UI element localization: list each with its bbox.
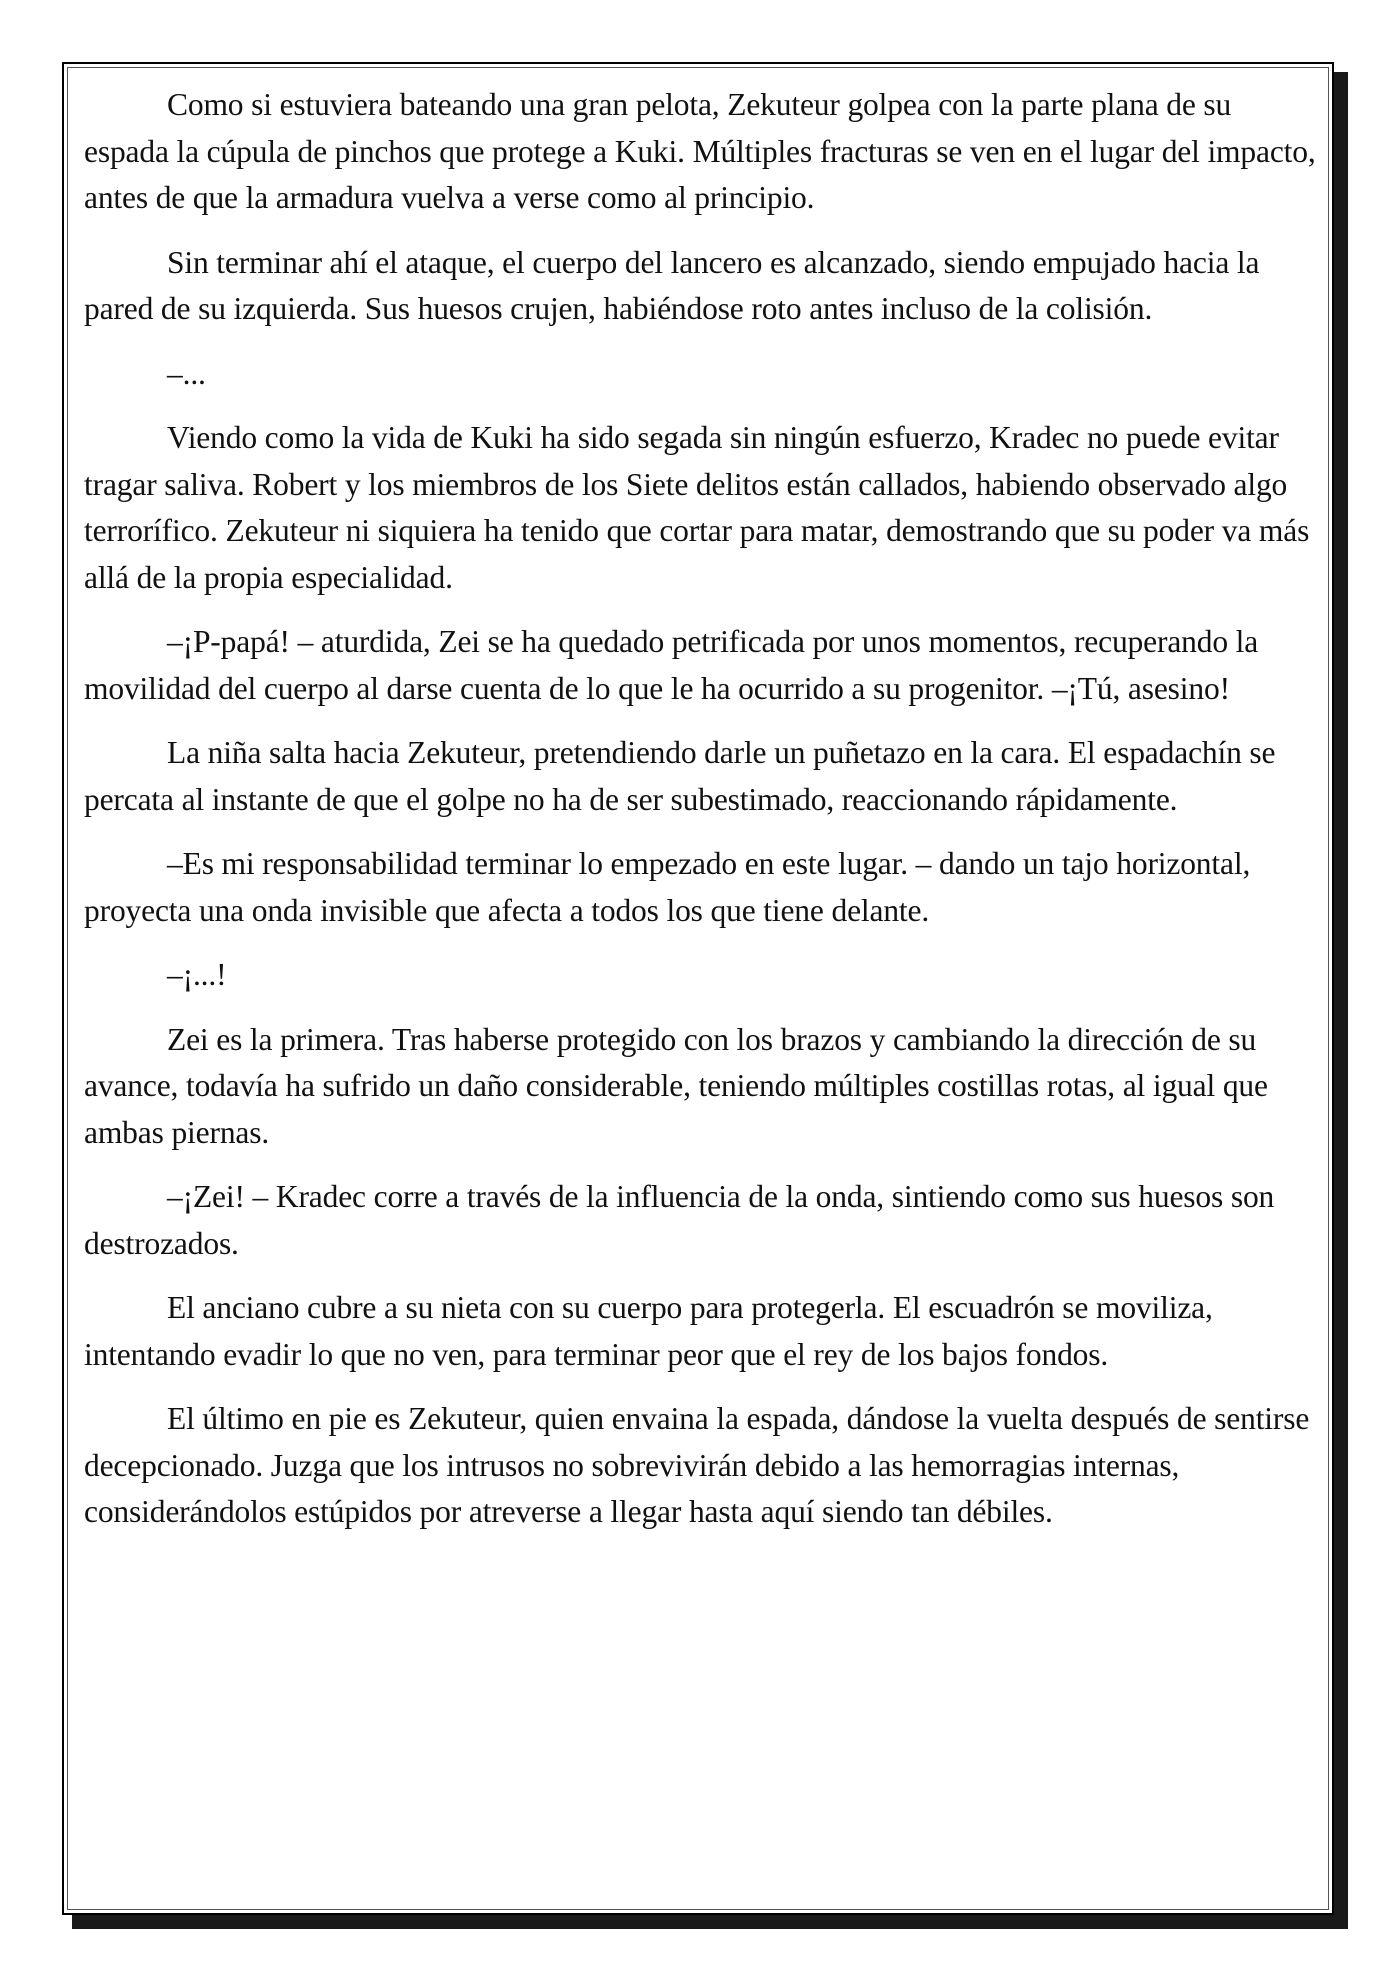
paragraph: –¡...!: [167, 957, 227, 992]
paragraph: Sin terminar ahí el ataque, el cuerpo del lancero es alcanzado, siendo empujado hacia la pared de su izquierda. Sus huesos crujen, habiéndose roto antes incluso de la colisión.: [84, 244, 1260, 326]
document-body: [84, 82, 1320, 1554]
paragraph: Como si estuviera bateando una gran pelota, Zekuteur golpea con la parte plana de su espada la cúpula de pinchos que protege a Kuki. Múltiples fracturas se ven en el lugar del impacto, antes de que la armadura vuelva a verse como al principio.: [84, 87, 1316, 215]
paragraph: La niña salta hacia Zekuteur, pretendiendo darle un puñetazo en la cara. El espadachín se percata al instante de que el golpe no ha de ser subestimado, reaccionando rápidamente.: [84, 735, 1276, 817]
paragraph: –...: [167, 355, 206, 391]
paragraph: –¡P-papá! – aturdida, Zei se ha quedado petrificada por unos momentos, recuperando la movilidad del cuerpo al darse cuenta de lo que le ha ocurrido a su progenitor. –¡Tú, asesino!: [84, 624, 1259, 706]
paragraph: –¡Zei! – Kradec corre a través de la influencia de la onda, sintiendo como sus huesos son destrozados.: [84, 1179, 1275, 1261]
paragraph: El último en pie es Zekuteur, quien envaina la espada, dándose la vuelta después de sentirse decepcionado. Juzga que los intrusos no sobrevivirán debido a las hemorragias internas, considerándolos estúpidos por atreverse a llegar hasta aquí siendo tan débiles.: [84, 1401, 1310, 1529]
paragraph: –Es mi responsabilidad terminar lo empezado en este lugar. – dando un tajo horizontal, proyecta una onda invisible que afecta a todos los que tiene delante.: [84, 846, 1251, 928]
paragraph: Zei es la primera. Tras haberse protegido con los brazos y cambiando la dirección de su avance, todavía ha sufrido un daño considerable, teniendo múltiples costillas rotas, al igual que ambas piernas.: [84, 1021, 1268, 1150]
paragraph: El anciano cubre a su nieta con su cuerpo para protegerla. El escuadrón se moviliza, intentando evadir lo que no ven, para terminar peor que el rey de los bajos fondos.: [84, 1290, 1213, 1372]
paragraph: Viendo como la vida de Kuki ha sido segada sin ningún esfuerzo, Kradec no puede evitar tragar saliva. Robert y los miembros de los Siete delitos están callados, habiendo observado algo terrorífico. Zekuteur ni siquiera ha tenido que cortar para matar, demostrando que su poder va más allá de la propia especialidad.: [84, 420, 1310, 595]
